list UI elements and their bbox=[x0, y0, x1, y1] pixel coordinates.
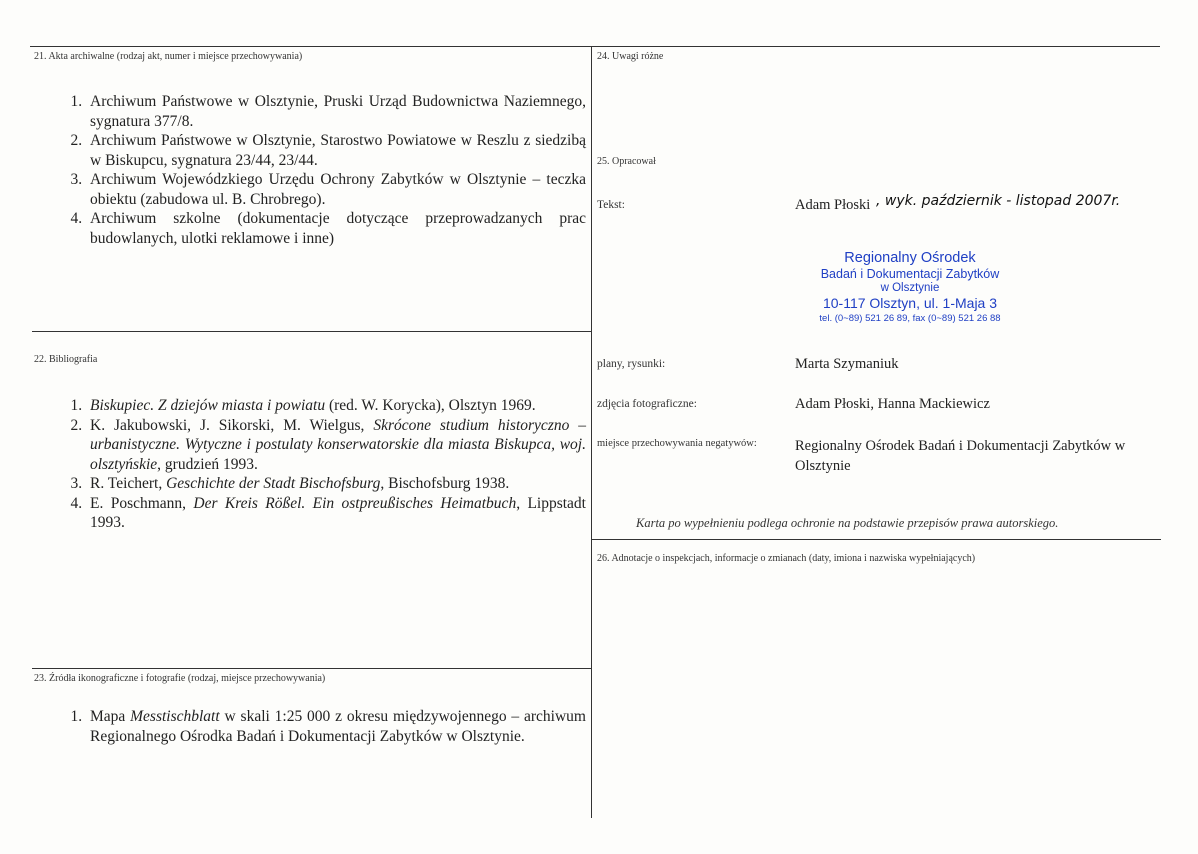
column-divider bbox=[591, 46, 592, 818]
bib-title: Skrócone studium historyczno – urbanistyczne. Wytyczne i postulaty konserwatorskie dla miasta Biskupca, woj. olsztyńskie bbox=[90, 416, 586, 473]
copyright-note: Karta po wypełnieniu podlega ochronie na podstawie przepisów prawa autorskiego. bbox=[636, 516, 1059, 530]
bib-title: Geschichte der Stadt Bischofsburg bbox=[166, 475, 381, 492]
section-24-label: 24. Uwagi różne bbox=[597, 51, 664, 62]
bib-title: Biskupiec. Z dziejów miasta i powiatu bbox=[90, 397, 326, 414]
stamp-line-4: 10-117 Olsztyn, ul. 1-Maja 3 bbox=[822, 295, 998, 311]
bib-authors: K. Jakubowski, J. Sikorski, M. Wielgus, bbox=[90, 416, 374, 434]
bibliography-item bbox=[86, 494, 586, 533]
zdjecia-label: zdjęcia fotograficzne: bbox=[597, 398, 697, 410]
section-21-label: 21. Akta archiwalne (rodzaj akt, numer i miejsce przechowywania) bbox=[34, 51, 303, 62]
section-25-label: 25. Opracował bbox=[597, 156, 656, 167]
divider-22-23 bbox=[32, 668, 591, 669]
list-item: 3. Archiwum Wojewódzkiego Urzędu Ochrony Zabytków w Olsztynie – teczka obiektu (zabudowa ul. B. Chrobrego). bbox=[86, 170, 586, 209]
divider-21-22 bbox=[32, 331, 591, 332]
bib-authors: R. Teichert, bbox=[90, 475, 167, 492]
top-border bbox=[30, 46, 1160, 47]
list-item: 1. Archiwum Państwowe w Olsztynie, Pruski Urząd Budownictwa Naziemnego, sygnatura 377/8. bbox=[86, 92, 586, 131]
list-item: 1. Mapa Messtischblatt w skali 1:25 000 z okresu międzywojennego – archiwum Regionalnego Ośrodka Badań i Dokumentacji Zabytków w Olsztynie. bbox=[86, 707, 586, 746]
stamp-line-2: Badań i Dokumentacji Zabytków bbox=[820, 267, 1000, 281]
section-22-list bbox=[34, 396, 586, 533]
bibliography-item bbox=[86, 474, 586, 494]
stamp-line-5: tel. (0~89) 521 26 89, fax (0~89) 521 26 88 bbox=[819, 313, 1001, 324]
list-item: 4. Archiwum szkolne (dokumentacje dotyczące przeprowadzanych prac budowlanych, ulotki reklamowe i inne) bbox=[86, 209, 586, 248]
bib-rest: , Bischofsburg 1938. bbox=[380, 475, 510, 492]
section-22-label: 22. Bibliografia bbox=[34, 354, 98, 365]
miejsce-value: Regionalny Ośrodek Badań i Dokumentacji Zabytków w Olsztynie bbox=[795, 438, 1126, 474]
miejsce-label: miejsce przechowywania negatywów: bbox=[597, 438, 757, 449]
stamp-line-3: w Olsztynie bbox=[880, 282, 940, 294]
institution-stamp bbox=[800, 250, 1020, 325]
bib-rest: (red. W. Korycka), Olsztyn 1969. bbox=[325, 397, 536, 414]
bib-rest: , Lippstadt 1993. bbox=[90, 494, 586, 531]
zdjecia-value: Adam Płoski, Hanna Mackiewicz bbox=[795, 396, 990, 412]
section-23-list bbox=[34, 707, 586, 746]
bib-title: Der Kreis Rößel. Ein ostpreußisches Heimatbuch bbox=[193, 494, 517, 512]
tekst-value: Adam Płoski bbox=[795, 197, 871, 213]
section-21-list bbox=[34, 92, 586, 248]
divider-25-26 bbox=[591, 539, 1161, 540]
section-26-label: 26. Adnotacje o inspekcjach, informacje o zmianach (daty, imiona i nazwiska wypełniających) bbox=[597, 553, 976, 564]
map-title: Messtischblatt bbox=[130, 708, 220, 725]
stamp-line-1: Regionalny Ośrodek bbox=[844, 250, 976, 266]
list-item: 2. Archiwum Państwowe w Olsztynie, Starostwo Powiatowe w Reszlu z siedzibą w Biskupcu, sygnatura 23/44, 23/44. bbox=[86, 131, 586, 170]
bib-authors: E. Poschmann, bbox=[90, 494, 194, 512]
bibliography-item bbox=[86, 416, 586, 475]
bib-rest: , grudzień 1993. bbox=[157, 455, 258, 473]
plany-label: plany, rysunki: bbox=[597, 358, 666, 370]
plany-value: Marta Szymaniuk bbox=[795, 356, 899, 372]
bibliography-item bbox=[86, 396, 586, 416]
section-23-label: 23. Źródła ikonograficzne i fotografie (rodzaj, miejsce przechowywania) bbox=[34, 673, 326, 684]
tekst-label: Tekst: bbox=[597, 199, 625, 211]
handwritten-date: , wyk. październik - listopad 2007r. bbox=[876, 193, 1121, 209]
